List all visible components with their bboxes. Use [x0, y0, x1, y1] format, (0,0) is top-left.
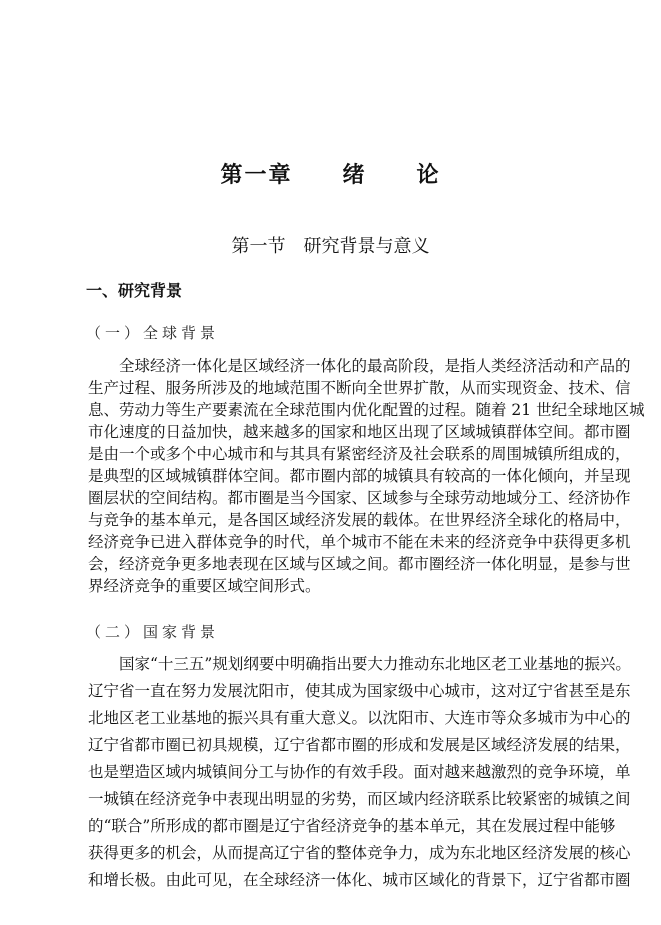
text-line: 辽宁省都市圈已初具规模，辽宁省都市圈的形成和发展是区域经济发展的结果， [88, 736, 631, 754]
section-title [0, 232, 661, 258]
section-number: 第一节 [231, 236, 286, 257]
text-line: 会，经济竞争更多地表现在区域与区域之间。都市圈经济一体化明显，是参与世 [88, 555, 631, 573]
chapter-title-part: 论 [416, 162, 441, 188]
text-line: 经济竞争已进入群体竞争的时代，单个城市不能在未来的经济竞争中获得更多机 [88, 533, 631, 551]
heading-research-background: 一、研究背景 [86, 281, 183, 300]
text-line: 生产过程、服务所涉及的地域范围不断向全世界扩散，从而实现资金、技术、信 [88, 379, 631, 397]
text-line: 是典型的区域城镇群体空间。都市圈内部的城镇具有较高的一体化倾向，并呈现 [88, 467, 631, 485]
text-line: 和增长极。由此可见，在全球经济一体化、城市区域化的背景下，辽宁省都市圈 [88, 871, 631, 889]
text-line: 是由一个或多个中心城市和与其具有紧密经济及社会联系的周围城镇所组成的， [88, 445, 631, 463]
chapter-number: 第一章 [220, 162, 293, 188]
text-line: 界经济竞争的重要区域空间形式。 [88, 577, 321, 595]
text-line: 辽宁省一直在努力发展沈阳市，使其成为国家级中心城市，这对辽宁省甚至是东 [88, 682, 631, 700]
subheading-global-background: （一）全球背景 [86, 324, 220, 342]
chapter-title [0, 158, 661, 189]
text-line: 国家“十三五”规划纲要中明确指出要大力推动东北地区老工业基地的振兴。 [88, 655, 631, 673]
paragraph-national-background [88, 651, 631, 894]
text-line: 与竞争的基本单元，是各国区域经济发展的载体。在世界经济全球化的格局中， [88, 511, 631, 529]
paragraph-global-background [88, 355, 645, 597]
text-line: 的“联合”所形成的都市圈是辽宁省经济竞争的基本单元，其在发展过程中能够 [88, 817, 616, 835]
text-line: 全球经济一体化是区域经济一体化的最高阶段，是指人类经济活动和产品的 [88, 357, 631, 375]
text-line: 获得更多的机会，从而提高辽宁省的整体竞争力，成为东北地区经济发展的核心 [88, 844, 631, 862]
section-title-text: 研究背景与意义 [303, 236, 430, 257]
text-line: 息、劳动力等生产要素流在全球范围内优化配置的过程。随着 21 世纪全球地区城 [88, 401, 645, 419]
subheading-national-background: （二）国家背景 [86, 623, 220, 641]
text-line: 市化速度的日益加快，越来越多的国家和地区出现了区域城镇群体空间。都市圈 [88, 423, 631, 441]
text-line: 圈层状的空间结构。都市圈是当今国家、区域参与全球劳动地域分工、经济协作 [88, 489, 631, 507]
text-line: 北地区老工业基地的振兴具有重大意义。以沈阳市、大连市等众多城市为中心的 [88, 709, 631, 727]
text-line: 也是塑造区域内城镇间分工与协作的有效手段。面对越来越激烈的竞争环境，单 [88, 763, 631, 781]
chapter-title-part: 绪 [342, 162, 367, 188]
text-line: 一城镇在经济竞争中表现出明显的劣势，而区域内经济联系比较紧密的城镇之间 [88, 790, 631, 808]
